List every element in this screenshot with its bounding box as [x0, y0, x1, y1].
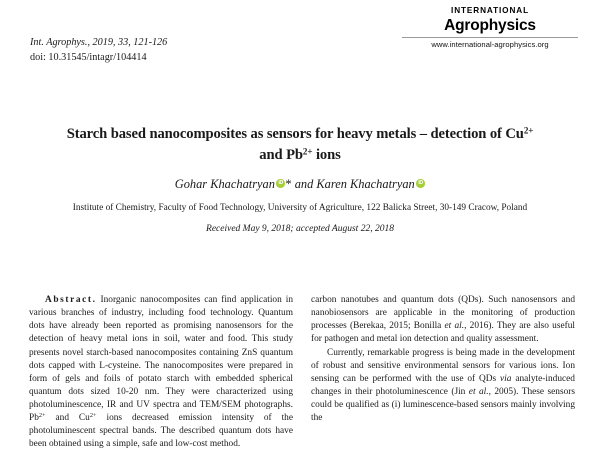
right-column-paragraph-2 [311, 347, 575, 426]
doi-line[interactable]: doi: 10.31545/intagr/104414 [30, 51, 147, 63]
right-para2-text-b: analyte-induced changes in their photoluminescence (Jin [311, 373, 575, 397]
right-para2-via: via [500, 373, 512, 384]
masthead-journal-name: Agrophysics [444, 17, 536, 35]
abstract-paragraph [29, 294, 293, 452]
author-name-second: Karen Khachatryan [316, 177, 415, 191]
right-para2-text-c: , 2005). These sensors could be qualified as (i) luminescence-based sensors mainly involving the [311, 386, 575, 424]
right-column [311, 294, 575, 470]
masthead-divider [402, 37, 578, 38]
orcid-id-icon[interactable] [276, 179, 285, 188]
title-block [34, 124, 566, 165]
author-affiliation: Institute of Chemistry, Faculty of Food Technology, University of Agriculture, 122 Balicka Street, 30-149 Cracow, Poland [72, 203, 528, 213]
abstract-ion1-superscript: 2+ [38, 412, 46, 420]
title-line2-superscript: 2+ [302, 146, 313, 157]
masthead-url[interactable]: www.international-agrophysics.org [431, 40, 549, 50]
right-para2-etal: et al. [468, 386, 489, 397]
title-line2-text: and Pb [259, 146, 303, 163]
corresponding-author-marker: * [285, 177, 292, 191]
author-list [34, 177, 566, 192]
title-line1-superscript: 2+ [523, 125, 534, 136]
author-name-first: Gohar Khachatryan [174, 177, 275, 191]
abstract-label: Abstract. [45, 295, 97, 305]
orcid-id-icon[interactable] [416, 179, 425, 188]
body-columns [29, 294, 575, 470]
left-column [29, 294, 293, 470]
page-title [34, 124, 566, 165]
journal-reference-block [30, 36, 167, 66]
right-para1-text-b: , 2016). They are also useful for pathogen and metal ion detection and quality assessment. [311, 321, 575, 345]
right-para1-etal: et al. [444, 321, 465, 332]
masthead-international-label: INTERNATIONAL [451, 6, 529, 15]
received-accepted-dates: Received May 9, 2018; accepted August 22, 2018 [206, 224, 394, 234]
abstract-ion2-superscript: 2+ [89, 412, 97, 420]
journal-citation: Int. Agrophys., 2019, 33, 121-126 [30, 37, 168, 48]
right-para1-text-a: carbon nanotubes and quantum dots (QDs). Such nanosensors and nanobiosensors are applicable in the monitoring of production processes (Berekaa, 2015; Bonilla [311, 295, 575, 332]
author-conjunction: and [291, 177, 317, 191]
journal-masthead [402, 6, 578, 50]
title-line2-tail: ions [312, 146, 341, 163]
abstract-text-part1: Inorganic nanocomposites can find application in various branches of industry, including food technology. Quantum dots have already been reported as promising nanosensors for the detection of heavy metal ions in soil, water and food. This study presents novel starch-based nanocomposites containing ZnS quantum dots capped with L-cysteine. The nanocomposites were prepared in form of gels and foils of potato starch with embedded spherical quantum dots sized 10-20 nm. They were characterized using photoluminescence, IR and UV spectra and TEM/SEM photographs. Pb [29, 295, 293, 424]
abstract-text-part3: ions decreased emission intensity of the photoluminescent spectral bands. The described quantum dots have been obtained using a simple, safe and low-cost method. [29, 413, 293, 450]
title-line1-text: Starch based nanocomposites as sensors for heavy metals – detection of Cu [66, 126, 524, 142]
right-para2-text-a: Currently, remarkable progress is being made in the development of robust and sensitive environmental sensors for various ions. Ion sensing can be performed with the use of QDs [311, 347, 575, 384]
right-column-paragraph-1 [311, 294, 575, 347]
abstract-text-part2: and Cu [45, 413, 90, 424]
